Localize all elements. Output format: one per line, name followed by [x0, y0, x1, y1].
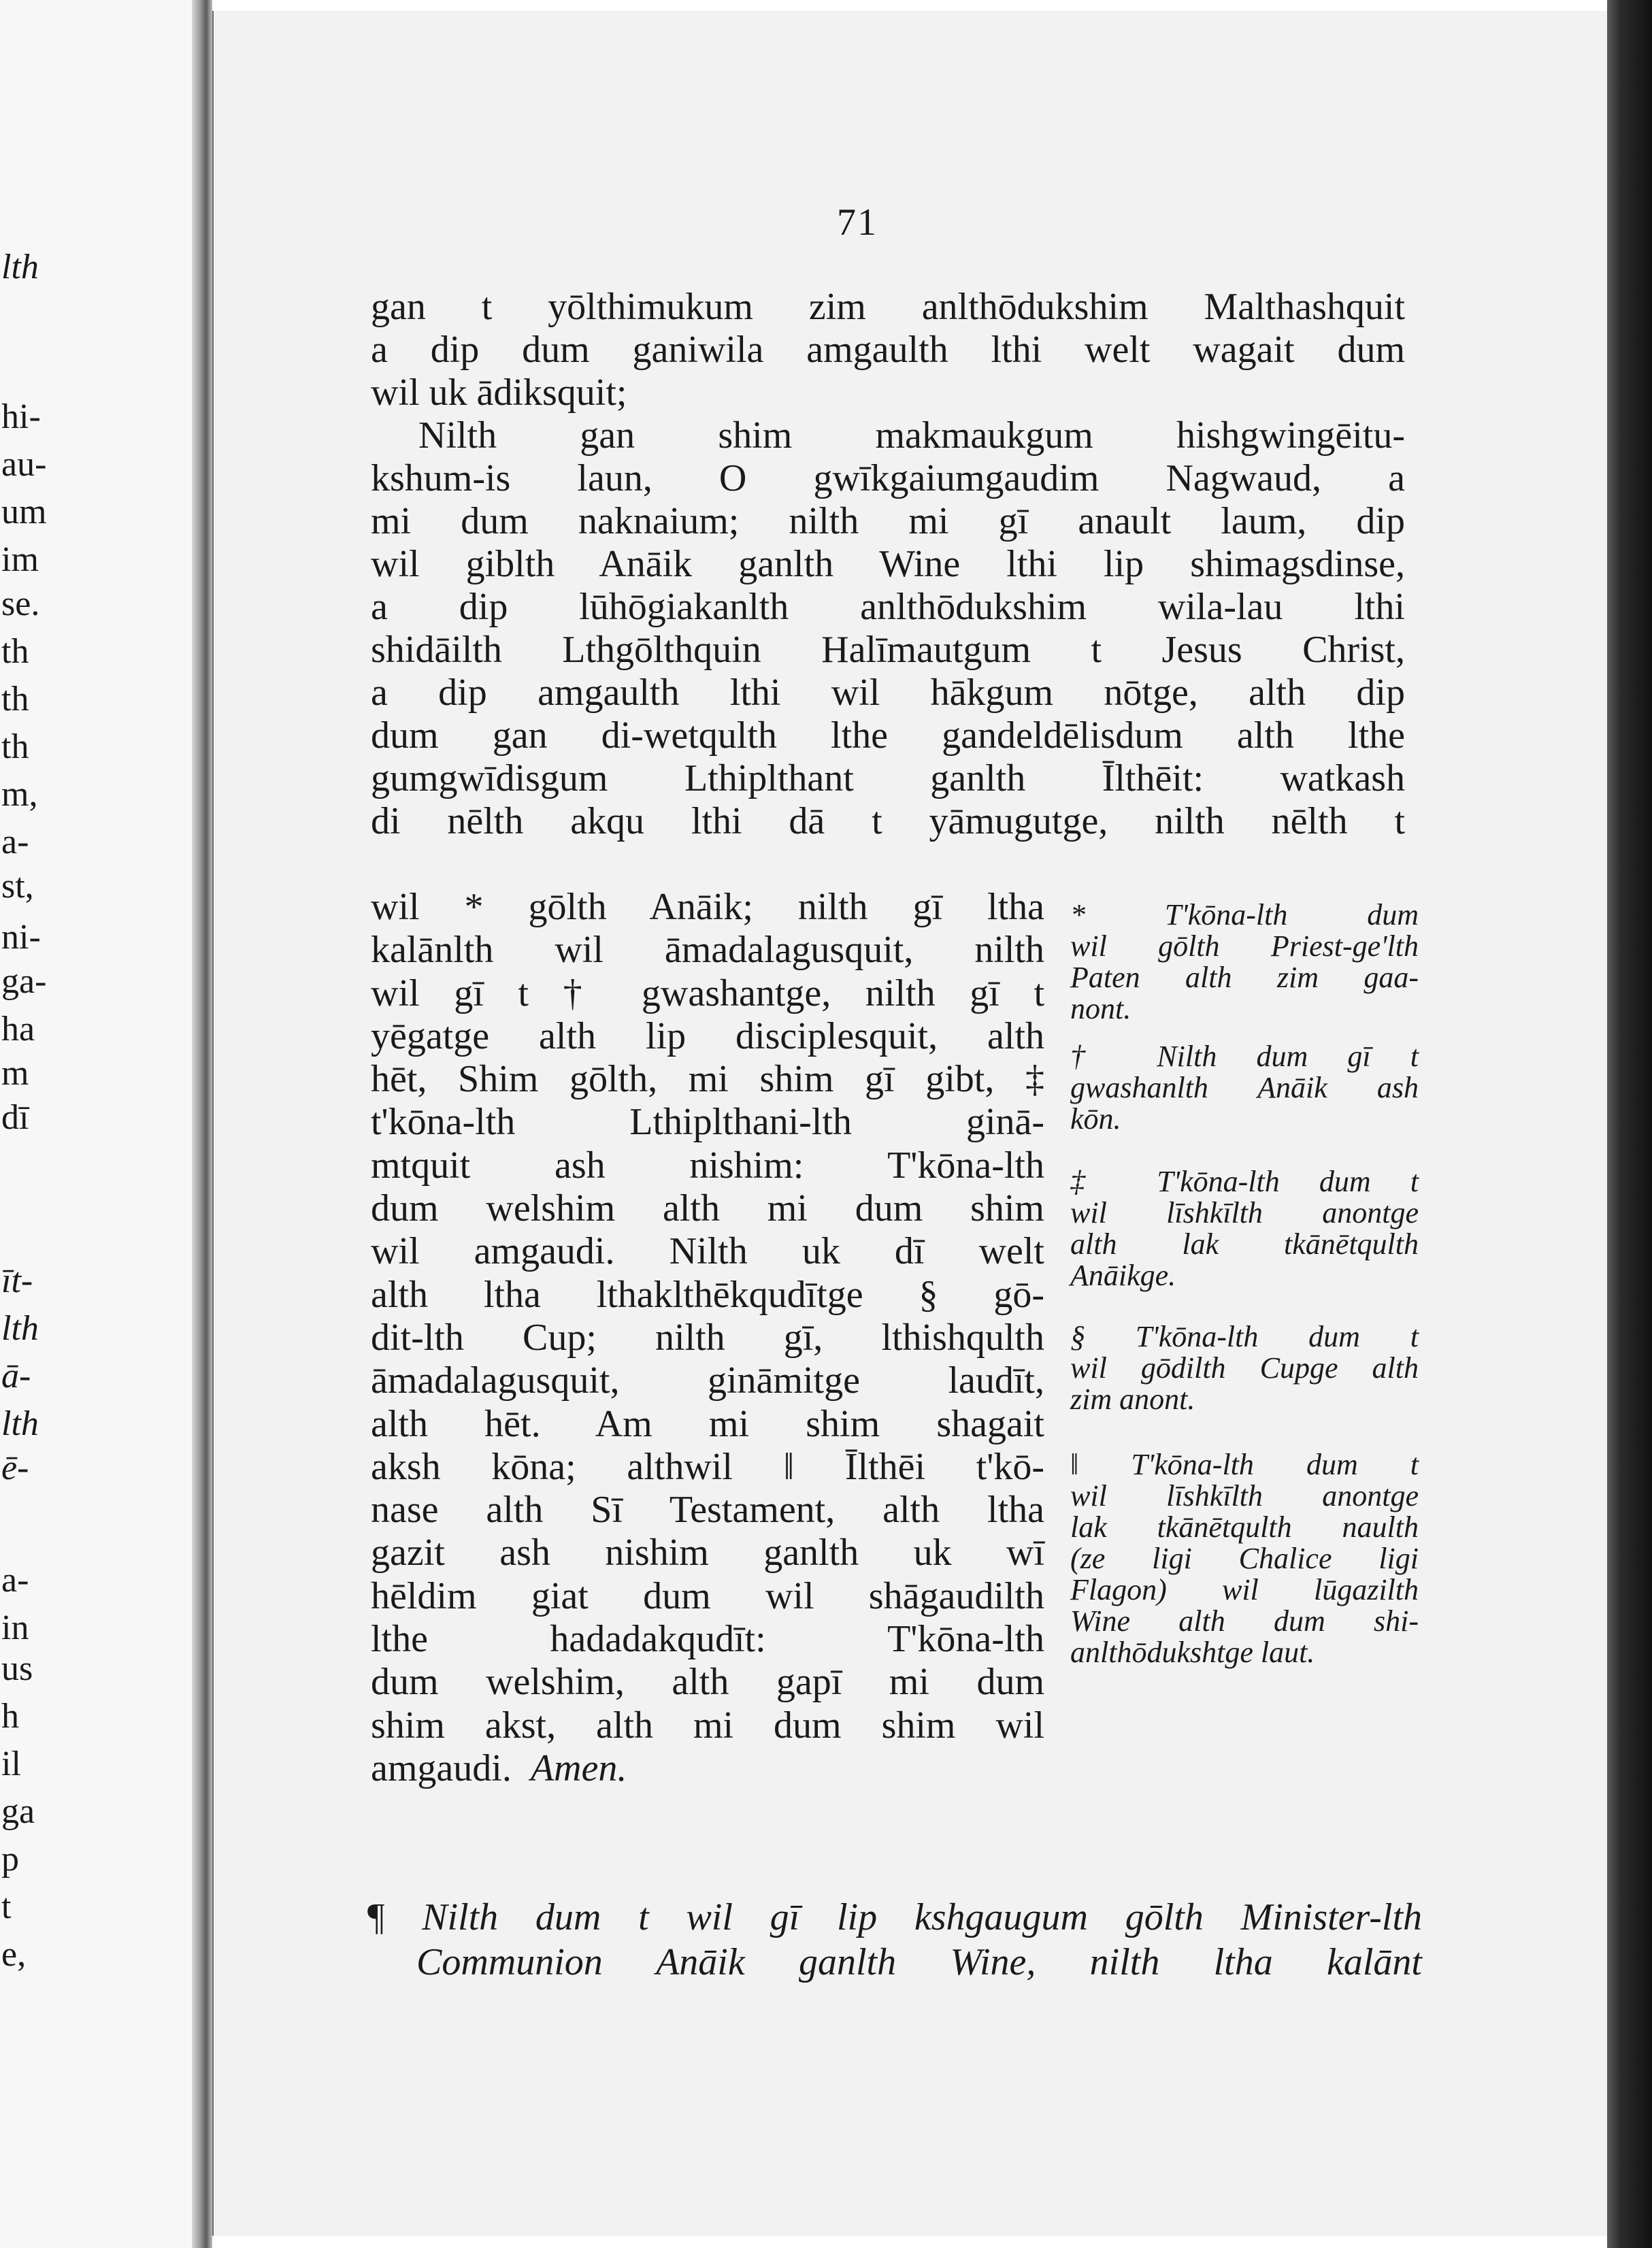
- facing-page-fragment: se.: [1, 584, 40, 623]
- column-line: āmadalagusquit, gināmitge laudīt,: [371, 1359, 1044, 1402]
- page-number: 71: [837, 201, 878, 244]
- body-line: gan t yōlthimukum zim anlthōdukshim Malthashquit: [371, 286, 1405, 328]
- column-line: lthe hadadakqudīt: T'kōna-lth: [371, 1618, 1044, 1661]
- facing-page-fragment: au-: [1, 445, 47, 484]
- body-line: a dip amgaulth lthi wil hākgum nōtge, alth dip: [371, 672, 1405, 714]
- column-line: t'kōna-lth Lthiplthani-lth ginā-: [371, 1101, 1044, 1144]
- facing-page-edge: [0, 0, 197, 2248]
- footnote: [1070, 1166, 1419, 1291]
- footnote-line: Wine alth dum shi-: [1070, 1604, 1419, 1638]
- footnote-line: zim anont.: [1070, 1383, 1195, 1416]
- facing-page-fragment: ha: [1, 1010, 35, 1048]
- footnote-line: Paten alth zim gaa-: [1070, 961, 1419, 994]
- column-line: hēldim giat dum wil shāgaudilth: [371, 1574, 1044, 1617]
- facing-page-fragment: ē-: [1, 1449, 29, 1487]
- column-line: aksh kōna; althwil ‖ Īlthēi t'kō-: [371, 1445, 1044, 1488]
- facing-page-fragment: il: [1, 1745, 21, 1783]
- column-line: gazit ash nishim ganlth uk wī: [371, 1532, 1044, 1574]
- facing-page-fragment: st,: [1, 867, 34, 906]
- facing-page-fragment: m: [1, 1054, 29, 1093]
- facing-page-fragment: a-: [1, 823, 29, 861]
- facing-page-fragment: dī: [1, 1098, 29, 1137]
- facing-page-fragment: ga: [1, 1792, 35, 1831]
- facing-page-fragment: hi-: [1, 397, 41, 436]
- footnote-line: * T'kōna-lth dum: [1070, 898, 1419, 931]
- footnote-line: ‖ T'kōna-lth dum t: [1070, 1448, 1419, 1481]
- column-line: wil gī t † gwashantge, nilth gī t: [371, 972, 1044, 1014]
- body-text: [371, 286, 1405, 843]
- book-gutter: [192, 0, 212, 2248]
- facing-page-fragment: th: [1, 632, 29, 671]
- facing-page-fragment: p: [1, 1840, 19, 1879]
- facing-page-fragment: ga-: [1, 962, 47, 1001]
- column-line: wil * gōlth Anāik; nilth gī ltha: [371, 886, 1044, 928]
- amen-text: Amen.: [530, 1747, 627, 1789]
- column-line: [371, 1747, 1044, 1790]
- rubric-line: Communion Anāik ganlth Wine, nilth ltha kalānt: [416, 1941, 1422, 1983]
- facing-page-fragment: im: [1, 540, 39, 579]
- rubric: [367, 1895, 1422, 1985]
- column-line: nase alth Sī Testament, alth ltha: [371, 1489, 1044, 1532]
- footnote-line: wil gōlth Priest-ge'lth: [1070, 929, 1419, 963]
- footnote-line: nont.: [1070, 992, 1131, 1025]
- footnote: [1070, 1041, 1419, 1135]
- facing-page-fragment: lth: [1, 1309, 39, 1348]
- footnote: [1070, 1449, 1419, 1668]
- facing-page-fragment: e,: [1, 1935, 27, 1974]
- footnote-line: anlthōdukshtge laut.: [1070, 1636, 1315, 1669]
- footnote-line: § T'kōna-lth dum t: [1070, 1320, 1419, 1353]
- footnote-line: wil gōdilth Cupge alth: [1070, 1351, 1419, 1385]
- body-line: dum gan di-wetqulth lthe gandeldēlisdum alth lthe: [371, 714, 1405, 757]
- body-line: mi dum naknaium; nilth mi gī anault laum, dip: [371, 500, 1405, 542]
- facing-page-fragment: th: [1, 727, 29, 766]
- column-line: alth hēt. Am mi shim shagait: [371, 1402, 1044, 1445]
- footnote-line: Flagon) wil lūgazilth: [1070, 1573, 1419, 1606]
- facing-page-fragment: a-: [1, 1561, 29, 1600]
- two-column-section: [371, 886, 1419, 1866]
- facing-page-fragment: lth: [1, 1404, 39, 1443]
- column-line: shim akst, alth mi dum shim wil: [371, 1704, 1044, 1747]
- body-line: a dip lūhōgiakanlth anlthōdukshim wila-lau lthi: [371, 586, 1405, 628]
- footnote-line: wil līshkīlth anontge: [1070, 1479, 1419, 1513]
- body-line: Nilth gan shim makmaukgum hishgwingēitu-: [418, 414, 1405, 457]
- column-line: wil amgaudi. Nilth uk dī welt: [371, 1230, 1044, 1273]
- footnote: [1070, 899, 1419, 1025]
- footnote: [1070, 1321, 1419, 1415]
- footnote-line: kōn.: [1070, 1102, 1121, 1136]
- facing-page-fragment: in: [1, 1608, 29, 1647]
- footnote-line: (ze ligi Chalice ligi: [1070, 1542, 1419, 1575]
- body-line: gumgwīdisgum Lthiplthant ganlth Īlthēit: watkash: [371, 757, 1405, 799]
- footnote-line: ‡ T'kōna-lth dum t: [1070, 1165, 1419, 1198]
- body-line: shidāilth Lthgōlthquin Halīmautgum t Jesus Christ,: [371, 629, 1405, 671]
- column-line: hēt, Shim gōlth, mi shim gī gibt, ‡: [371, 1058, 1044, 1101]
- column-line-text: amgaudi.: [371, 1747, 512, 1789]
- body-line: wil uk ādiksquit;: [371, 371, 627, 414]
- column-line: dum welshim alth mi dum shim: [371, 1187, 1044, 1230]
- footnote-line: † Nilth dum gī t: [1070, 1040, 1419, 1073]
- facing-page-fragment: m,: [1, 775, 38, 814]
- facing-page-fragment: us: [1, 1649, 33, 1688]
- facing-page-fragment: ni-: [1, 918, 41, 957]
- body-line: wil giblth Anāik ganlth Wine lthi lip shimagsdinse,: [371, 543, 1405, 585]
- facing-page-fragment: īt-: [1, 1261, 33, 1300]
- footnote-line: alth lak tkānētqulth: [1070, 1227, 1419, 1261]
- facing-page-fragment: th: [1, 680, 29, 718]
- facing-page-fragment: t: [1, 1887, 12, 1926]
- body-line: kshum-is laun, O gwīkgaiumgaudim Nagwaud, a: [371, 457, 1405, 499]
- page-edge-shadow: [1607, 0, 1652, 2248]
- facing-page-fragment: ā-: [1, 1357, 31, 1395]
- column-line: dum welshim, alth gapī mi dum: [371, 1661, 1044, 1704]
- facing-page-text-fragments: [0, 0, 191, 2248]
- pilcrow-icon: ¶: [367, 1896, 385, 1938]
- column-line: alth ltha lthaklthēkqudītge § gō-: [371, 1273, 1044, 1316]
- footnote-line: lak tkānētqulth naulth: [1070, 1510, 1419, 1544]
- facing-page-fragment: um: [1, 493, 47, 531]
- main-column-text: [371, 886, 1044, 1790]
- column-line: kalānlth wil āmadalagusquit, nilth: [371, 929, 1044, 972]
- rubric-line: ¶ Nilth dum t wil gī lip kshgaugum gōlth Minister-lth: [367, 1896, 1422, 1938]
- facing-page-fragment: lth: [1, 248, 39, 286]
- body-line: di nēlth akqu lthi dā t yāmugutge, nilth nēlth t: [371, 800, 1405, 842]
- column-line: mtquit ash nishim: T'kōna-lth: [371, 1144, 1044, 1187]
- facing-page-fragment: h: [1, 1697, 19, 1736]
- footnote-line: Anāikge.: [1070, 1259, 1176, 1292]
- column-line: yēgatge alth lip disciplesquit, alth: [371, 1014, 1044, 1057]
- body-line: a dip dum ganiwila amgaulth lthi welt wagait dum: [371, 329, 1405, 371]
- footnote-line: gwashanlth Anāik ash: [1070, 1071, 1419, 1104]
- footnotes-column: [1070, 899, 1419, 1668]
- column-line: dit-lth Cup; nilth gī, lthishqulth: [371, 1316, 1044, 1359]
- footnote-line: wil līshkīlth anontge: [1070, 1196, 1419, 1229]
